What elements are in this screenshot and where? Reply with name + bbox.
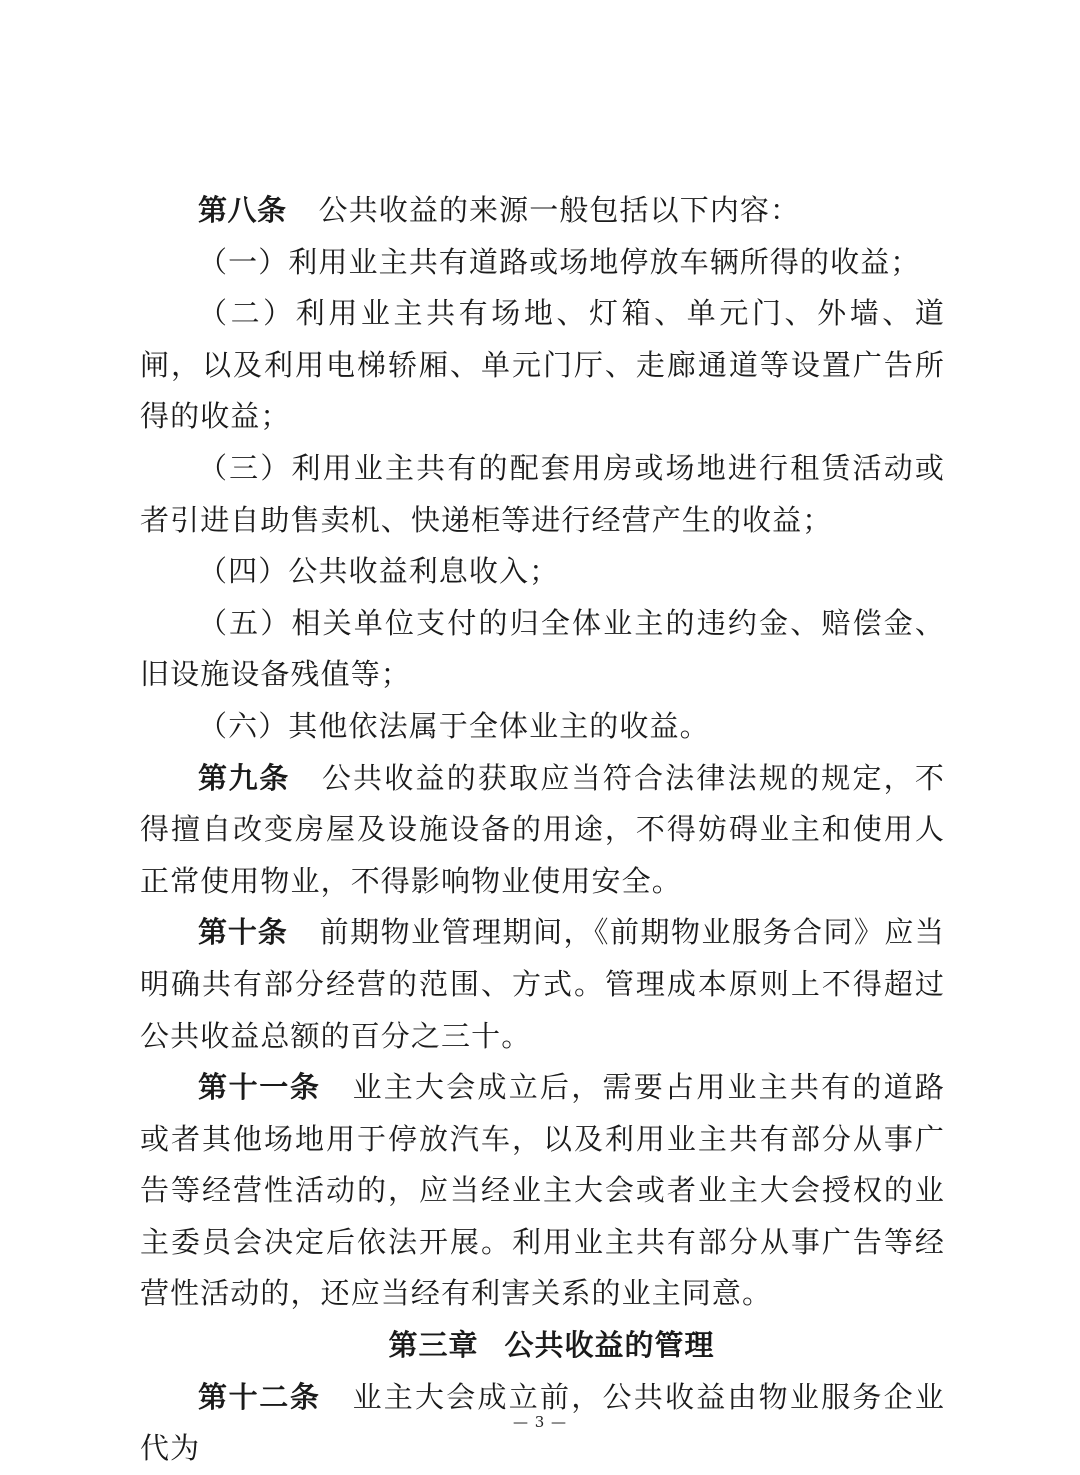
item-1: （一）利用业主共有道路或场地停放车辆所得的收益； bbox=[198, 244, 921, 279]
article-8-text: 公共收益的来源一般包括以下内容： bbox=[318, 193, 801, 227]
article-11 bbox=[140, 1062, 945, 1320]
article-8 bbox=[140, 185, 945, 237]
article-9-text: 公共收益的获取应当符合法律法规的规定，不得擅自改变房屋及设施设备的用途，不得妨碍业主和使用人正常使用物业，不得影响物业使用安全。 bbox=[140, 760, 945, 898]
article-11-text: 业主大会成立后，需要占用业主共有的道路或者其他场地用于停放汽车，以及利用业主共有部分从事广告等经营性活动的，应当经业主大会或者业主大会授权的业主委员会决定后依法开展。利用业主共有部分从事广告等经营性活动的，还应当经有利害关系的业主同意。 bbox=[140, 1070, 945, 1311]
article-8-head: 第八条 bbox=[198, 193, 287, 227]
chapter-number: 第三章 bbox=[388, 1328, 479, 1363]
document-body bbox=[140, 185, 945, 1475]
article-11-head: 第十一条 bbox=[198, 1070, 321, 1105]
article-12-text: 业主大会成立前，公共收益由物业服务企业代为 bbox=[140, 1379, 945, 1466]
item-4: （四）公共收益利息收入； bbox=[198, 554, 560, 589]
item-2: （二）利用业主共有场地、灯箱、单元门、外墙、道闸，以及利用电梯轿厢、单元门厅、走廊通道等设置广告所得的收益； bbox=[140, 296, 945, 434]
article-9-head: 第九条 bbox=[198, 760, 290, 795]
item-3: （三）利用业主共有的配套用房或场地进行租赁活动或者引进自助售卖机、快递柜等进行经营产生的收益； bbox=[140, 450, 945, 537]
article-9 bbox=[140, 753, 945, 908]
page-number: — 3 — bbox=[512, 1413, 568, 1431]
chapter-title: 公共收益的管理 bbox=[504, 1328, 715, 1363]
chapter-heading bbox=[140, 1320, 945, 1372]
article-10 bbox=[140, 907, 945, 1062]
item-6: （六）其他依法属于全体业主的收益。 bbox=[198, 708, 710, 743]
article-10-head: 第十条 bbox=[198, 915, 288, 950]
item-5: （五）相关单位支付的归全体业主的违约金、赔偿金、旧设施设备残值等； bbox=[140, 605, 945, 692]
article-10-text: 前期物业管理期间，《前期物业服务合同》应当明确共有部分经营的范围、方式。管理成本原则上不得超过公共收益总额的百分之三十。 bbox=[140, 915, 945, 1053]
article-12-head: 第十二条 bbox=[198, 1379, 321, 1414]
